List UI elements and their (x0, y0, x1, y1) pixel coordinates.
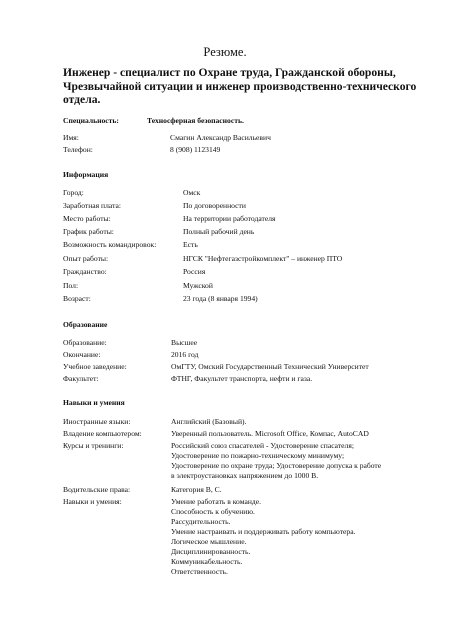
info-value: 23 года (8 января 1994) (183, 294, 258, 303)
education-value: ОмГТУ, Омский Государственный Технический Университет (171, 362, 369, 371)
education-value: 2016 год (171, 350, 199, 359)
info-value: Полный рабочий день (183, 227, 255, 236)
courses-item: Российский союз спасателей - Удостоверение спасателя; (171, 441, 354, 450)
education-value: ФТНГ, Факультет транспорта, нефти и газа. (171, 374, 313, 383)
specialty-label: Специальность: (63, 116, 119, 125)
name-label: Имя: (63, 133, 79, 142)
info-label: Возможность командировок: (63, 240, 157, 249)
education-value: Высшее (171, 338, 198, 347)
info-label: Опыт работы: (63, 254, 109, 263)
computer-skills-value: Уверенный пользователь. Microsoft Office, Компас, AutoCAD (171, 429, 369, 438)
info-value: Россия (183, 267, 206, 276)
specialty-value: Техносферная безопасность. (147, 116, 244, 125)
abilities-item: Дисциплинированность. (171, 547, 251, 556)
info-label: Место работы: (63, 214, 111, 223)
courses-item: в электроустановках напряжением до 1000 В. (171, 471, 319, 480)
info-label: График работы: (63, 227, 114, 236)
education-label: Учебное заведение: (63, 362, 127, 371)
info-value: По договоренности (183, 201, 246, 210)
skills-section-header: Навыки и умения (63, 398, 125, 407)
education-label: Окончание: (63, 350, 101, 359)
computer-skills-label: Владение компьютером: (63, 429, 142, 438)
languages-value: Английский (Базовый). (171, 417, 247, 426)
courses-item: Удостоверение по пожарно-техническому минимуму; (171, 451, 345, 460)
phone-label: Телефон: (63, 145, 93, 154)
abilities-label: Навыки и умения: (63, 497, 122, 506)
languages-label: Иностранные языки: (63, 417, 131, 426)
license-value: Категория B, C. (171, 485, 222, 494)
education-section-header: Образование (63, 320, 108, 329)
abilities-item: Рассудительность. (171, 517, 231, 526)
abilities-list (171, 497, 441, 577)
info-value: Мужской (183, 281, 213, 290)
abilities-item: Умение работать в команде. (171, 497, 262, 506)
info-section-header: Информация (63, 170, 109, 179)
info-label: Гражданство: (63, 267, 107, 276)
info-label: Город: (63, 188, 84, 197)
info-label: Заработная плата: (63, 201, 121, 210)
education-label: Факультет: (63, 374, 99, 383)
courses-label: Курсы и тренинги: (63, 441, 124, 450)
abilities-item: Способность к обучению. (171, 507, 255, 516)
info-value: Омск (183, 188, 201, 197)
info-value: Есть (183, 240, 198, 249)
phone-value: 8 (908) 1123149 (170, 145, 221, 154)
abilities-item: Ответственность. (171, 567, 228, 576)
resume-headline: Инженер - специалист по Охране труда, Гражданской обороны, Чрезвычайной ситуации и инженер производственно-технического отдела. (63, 66, 417, 106)
info-label: Возраст: (63, 294, 91, 303)
abilities-item: Умение настраивать и поддерживать работу компьютера. (171, 527, 356, 536)
license-label: Водительские права: (63, 485, 131, 494)
abilities-item: Коммуникабельность. (171, 557, 243, 566)
courses-item: Удостоверение по охране труда; Удостоверение допуска к работе (171, 461, 382, 470)
info-value: НГСК "Нефтегазстройкомплект" – инженер ПТО (183, 254, 343, 263)
education-label: Образование: (63, 338, 107, 347)
document-title: Резюме. (203, 45, 247, 59)
info-label: Пол: (63, 281, 79, 290)
name-value: Смагин Александр Васильевич (170, 133, 271, 142)
courses-list (171, 441, 441, 481)
abilities-item: Логическое мышление. (171, 537, 247, 546)
info-value: На территории работодателя (183, 214, 276, 223)
